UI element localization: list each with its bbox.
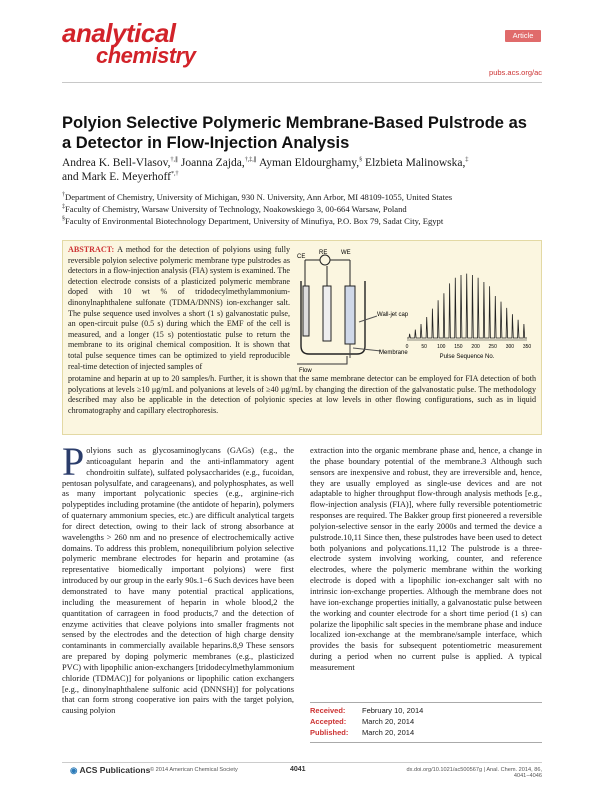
x-tick-label: 50	[421, 344, 427, 350]
author-1[interactable]: Andrea K. Bell-Vlasov,	[62, 157, 171, 169]
label-flow: Flow	[299, 368, 312, 374]
page-number: 4041	[290, 766, 306, 773]
journal-logo-line2: chemistry	[96, 43, 196, 68]
author-4[interactable]: Elzbieta Malinowska,	[362, 157, 466, 169]
body-column-left-text: olyions such as glycosaminoglycans (GAGs) (e.g., the anticoagulant heparin and the anti-inflammatory agent chondroitin sulfate), sulfated polysaccharides (e.g., fucoidan, pentosan polysulfate, and carageenans), and polyphosphates, as well as many important polycationic species (e.g., arginine-rich polypeptides including protamine (the antidote of heparin), polymers of quaternary ammonium species, etc.) are difficult analytical targets for direct detection, owing to their lack of strong absorbance at wavelengths > 260 nm and no presence of electrochemically active domains. To address this problem, nonequilibrium polyion selective polymeric membrane electrodes for heparin and protamine (as representative biomedically important polyions) were first introduced by our group in the early 90s.1−6 Such devices have been demonstrated to have many potential practical applications, including the measurement of heparin in whole blood,2 the quantitation of carrageen in food products,7 and the detection of enzyme activities that cleave polyions into smaller fragments not sensed by the electrodes and the detection of high charge density contaminants in commercially available heparins.8,9 These sensors are prepared by doping polymeric membranes (e.g., plasticized PVC) with lipophilic anion-exchangers [tridodecylmethylammonium chloride (TDMAC)] for polyanions or lipophilic cation exchangers [e.g., dinonylnaphthalene sulfonic acid (DNNSH)] for polycations that can form strong cooperative ion pairs with the target polyion, causing polyion	[62, 446, 294, 716]
header-divider	[62, 82, 542, 83]
body-column-left	[62, 439, 294, 717]
author-5-marks: *,†	[171, 171, 179, 178]
abstract-heading: ABSTRACT:	[68, 245, 115, 254]
author-list	[62, 156, 532, 184]
body-column-right: extraction into the organic membrane phase and, hence, a change in the phase boundary potential of the membrane.3 Although such sensors are inexpensive and robust, they are irreversible and, hence, they are usually employed as single-use devices and are not adaptable to higher throughput flow-through analysis methods [e.g., flow-injection analysis (FIA)], where fully reversible potentiometric responses are required. The Bakker group first pioneered a reversible polyion-selective sensor in the early 2000s and termed the device a pulstrode.10,11 Since then, these pulstrodes have been used to detect both polyanions and polycations.11,12 The pulstrode is a three-electrode system involving working, counter, and reference electrodes, where the polymeric membrane within the working electrode is doped with a lipophilic ion-exchanger salt with no intrinsic ion-exchange properties. Although the membrane does not have ion-exchange properties initially, a galvanostatic pulse between the working and counter electrode for a short time period (1 s) can polarize the lipophilic salt species in the membrane phase and induce localized ion-exchange at the membrane/sample interface, which provides the basis for subsequent potentiometric measurement during a period when no current pulse is applied. A typical measurement	[310, 446, 542, 672]
article-type-badge: Article	[505, 30, 541, 42]
acs-logo-icon: ◉	[70, 765, 78, 775]
affiliation-2: ‡Faculty of Chemistry, Warsaw University of Technology, Noakowskiego 3, 00-664 Warsaw, Poland	[62, 204, 407, 214]
abstract-text-full: protamine and heparin at up to 20 samples/h. Further, it is shown that the same membrane detector can be employed for FIA detection of both polycations at levels ≥10 μg/mL and polyanions at levels of ≥40 μg/mL by changing the direction of the galvanostatic pulse. The methodology described may also be applicable in the detection of polyionic species at low levels in other flowing configurations, such as in liquid chromatography and capillary electrophoresis.	[68, 374, 536, 415]
affiliation-3: §Faculty of Environmental Biotechnology Department, University of Minufiya, P.O. Box 79, Sadat City, Egypt	[62, 216, 444, 226]
acs-publications-logo[interactable]: ◉ ACS Publications	[70, 765, 151, 775]
history-rule-bottom	[310, 742, 542, 743]
electrode-apparatus	[297, 255, 381, 364]
x-tick-label: 150	[454, 344, 463, 350]
label-membrane: Membrane	[379, 350, 408, 356]
reference-electrode	[323, 286, 331, 341]
doi-citation[interactable]: dx.doi.org/10.1021/ac500567g | Anal. Chem. 2014, 86, 4041−4046	[406, 767, 542, 779]
affiliation-1: †Department of Chemistry, University of Michigan, 930 N. University, Ann Arbor, MI 48109-1055, United States	[62, 192, 453, 202]
author-1-marks: †,∥	[170, 157, 178, 164]
author-5[interactable]: and Mark E. Meyerhoff	[62, 171, 172, 183]
x-tick-label: 350	[522, 344, 532, 350]
author-4-marks: ‡	[465, 157, 469, 164]
x-tick-label: 200	[471, 344, 480, 350]
copyright: © 2014 American Chemical Society	[150, 767, 238, 773]
x-axis-ticks	[406, 344, 532, 350]
response-trace-line	[407, 274, 527, 338]
counter-electrode	[303, 286, 309, 336]
x-tick-label: 0	[405, 344, 409, 350]
article-title: Polyion Selective Polymeric Membrane-Based Pulstrode as a Detector in Flow-Injection Analysis	[62, 114, 527, 152]
journal-logo-line1: analytical	[62, 18, 176, 48]
x-tick-label: 250	[488, 344, 497, 350]
label-wall-jet-cap: Wall-jet cap	[377, 312, 409, 318]
current-source-icon	[320, 255, 330, 265]
x-axis-label: Pulse Sequence No.	[439, 354, 495, 360]
history-published: Published: March 20, 2014	[310, 728, 415, 737]
abstract-text-left: ABSTRACT: A method for the detection of polyions using fully reversible polyion selective polymeric membrane type pulstrodes as detectors in a flow-injection analysis (FIA) system is examined. The detection electrode consists of a plasticized polymeric membrane doped with 10 wt % of tridodecylmethylammonium-dinonylnaphthalene sulfonate (TDMA/DNNS) ion-exchanger salt. The pulse sequence used involves a short (1 s) galvanostatic pulse, an open-circuit pulse (0.5 s) during which the EMF of the cell is measured, and a longer (15 s) potentiostatic pulse to return the membrane to its original chemical composition. It is shown that total pulse sequence times can be optimized to yield reproducible real-time detection of injected samples of	[68, 245, 290, 371]
label-we: WE	[341, 250, 351, 256]
footer-divider	[62, 762, 542, 763]
author-3-marks: §	[359, 157, 363, 164]
author-2-marks: †,‡,∥	[244, 157, 257, 164]
label-ce: CE	[297, 254, 306, 260]
toc-graphic	[295, 246, 537, 374]
history-rule-top	[310, 702, 542, 703]
history-accepted: Accepted: March 20, 2014	[310, 717, 415, 726]
journal-url-link[interactable]: pubs.acs.org/ac	[489, 68, 542, 77]
history-received: Received: February 10, 2014	[310, 706, 424, 715]
response-trace-chart	[407, 274, 527, 340]
label-re: RE	[319, 250, 328, 256]
author-2[interactable]: Joanna Zajda,	[177, 157, 245, 169]
author-3[interactable]: Ayman Eldourghamy,	[256, 157, 360, 169]
x-tick-label: 100	[437, 344, 446, 350]
x-tick-label: 300	[505, 344, 515, 350]
working-electrode	[345, 286, 355, 344]
dropcap-letter: P	[62, 439, 85, 484]
